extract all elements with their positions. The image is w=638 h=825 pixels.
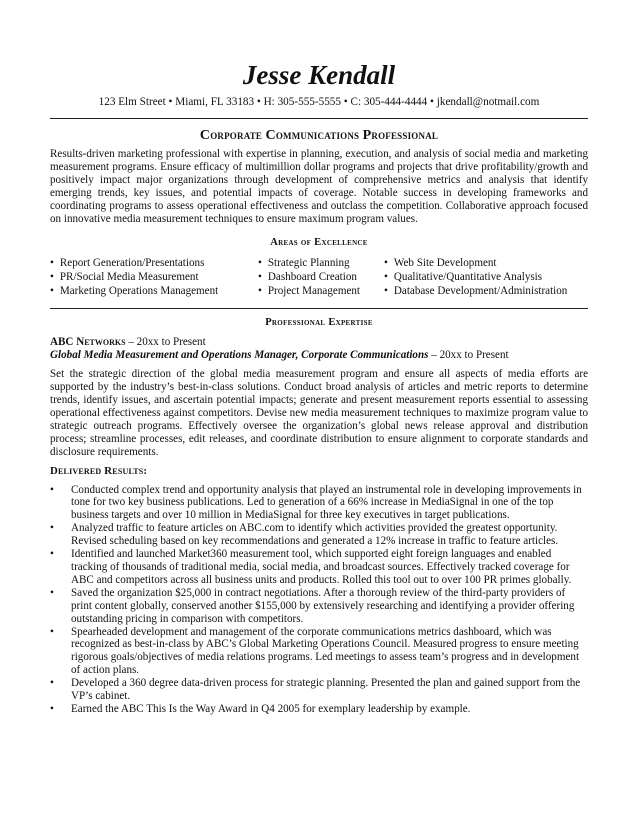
area-item: • Database Development/Administration xyxy=(384,285,588,299)
results-heading: Delivered Results: xyxy=(50,464,148,477)
role-title: Global Media Measurement and Operations Manager, Corporate Communications xyxy=(50,349,429,362)
area-item: • Strategic Planning xyxy=(258,257,384,271)
areas-column-3 xyxy=(384,257,588,298)
area-item: • Report Generation/Presentations xyxy=(50,257,258,271)
candidate-name: Jesse Kendall xyxy=(242,60,396,90)
summary-paragraph: Results-driven marketing professional with expertise in planning, execution, and analysis of social media and marketing measurement programs. Ensure efficacy of multimillion dollar programs and projects that drive profitability/growth and positively impact major organizations through development of comprehensive metrics and analysis that identify emerging trends, key issues, and potential impacts of coverage. Notable success in developing frameworks and coordinating programs to assess operational effectiveness and outclass the competition. Collaborative approach focused on innovative media measurement techniques to ensure maximum program values. xyxy=(50,148,588,225)
result-item: • Identified and launched Market360 measurement tool, which supported eight foreign languages and enabled tracking of thousands of traditional media, social media, and broadcast sources. Effectively tracked coverage for ABC and competitors across all business units and products. Rolled this tool out to over 100 PR primes globally. xyxy=(50,548,588,587)
area-item: • Marketing Operations Management xyxy=(50,285,258,299)
areas-heading: Areas of Excellence xyxy=(270,237,368,249)
result-item: • Earned the ABC This Is the Way Award in Q4 2005 for exemplary leadership by example. xyxy=(50,703,588,716)
result-item: • Spearheaded development and management of the corporate communications metrics dashboard, which was recognized as best-in-class by ABC’s Global Marketing Operations Council. Measured progress to ensure meeting rigorous goals/objectives of media relations programs. Led meetings to assess team’s progress and in development of action plans. xyxy=(50,626,588,678)
result-item: • Saved the organization $25,000 in contract negotiations. After a thorough review of the third-party providers of print content globally, conserved another $155,000 by extensively researching and identifying a provider offering outstanding pricing in comparison with competitors. xyxy=(50,587,588,626)
result-item: • Conducted complex trend and opportunity analysis that played an instrumental role in developing improvements in tone for two key business publications. Led to generation of a 66% increase in MediaSignal in one of the top business targets and over 10 million in MediaSignal for three key executives in target publications. xyxy=(50,484,588,523)
area-item: • Qualitative/Quantitative Analysis xyxy=(384,271,588,285)
result-item: • Analyzed traffic to feature articles on ABC.com to identify which activities provided the greatest opportunity. Revised scheduling based on key recommendations and generated a 12% increase in traffic to feature articles. xyxy=(50,522,588,548)
area-item: • Project Management xyxy=(258,285,384,299)
areas-of-excellence xyxy=(50,257,588,298)
role-description: Set the strategic direction of the global media measurement program and ensure all aspects of media efforts are supported by the industry’s best-in-class solutions. Conduct broad analysis of articles and metric reports to determine trends, identify issues, and ascertain potential impacts; generate and present measurement reports essential to assessing operational effectiveness against competitors. Devise new media measurement techniques to maximize program value to strategic outreach programs. Effectively oversee the organization’s global news release approval and distribution process; streamline processes, edit releases, and coordinate distribution to ensure alignment to corporate standards and disclosure requirements. xyxy=(50,368,588,458)
areas-column-2 xyxy=(258,257,384,298)
contact-line: 123 Elm Street • Miami, FL 33183 • H: 305-555-5555 • C: 305-444-4444 • jkendall@notmail.com xyxy=(98,96,540,108)
areas-column-1 xyxy=(50,257,258,298)
results-list xyxy=(50,484,588,716)
area-item: • Dashboard Creation xyxy=(258,271,384,285)
section-divider xyxy=(50,308,588,309)
company-name: ABC Networks xyxy=(50,336,126,349)
role-line xyxy=(50,349,588,362)
area-item: • Web Site Development xyxy=(384,257,588,271)
role-dates: – 20xx to Present xyxy=(428,349,509,362)
header-divider xyxy=(50,118,588,119)
resume-page xyxy=(50,58,588,716)
company-line xyxy=(50,336,588,349)
result-item: • Developed a 360 degree data-driven process for strategic planning. Presented the plan and gained support from the VP’s cabinet. xyxy=(50,677,588,703)
area-item: • PR/Social Media Measurement xyxy=(50,271,258,285)
company-dates: – 20xx to Present xyxy=(125,336,206,349)
expertise-heading: Professional Expertise xyxy=(265,317,373,329)
professional-title: Corporate Communications Professional xyxy=(199,128,439,143)
